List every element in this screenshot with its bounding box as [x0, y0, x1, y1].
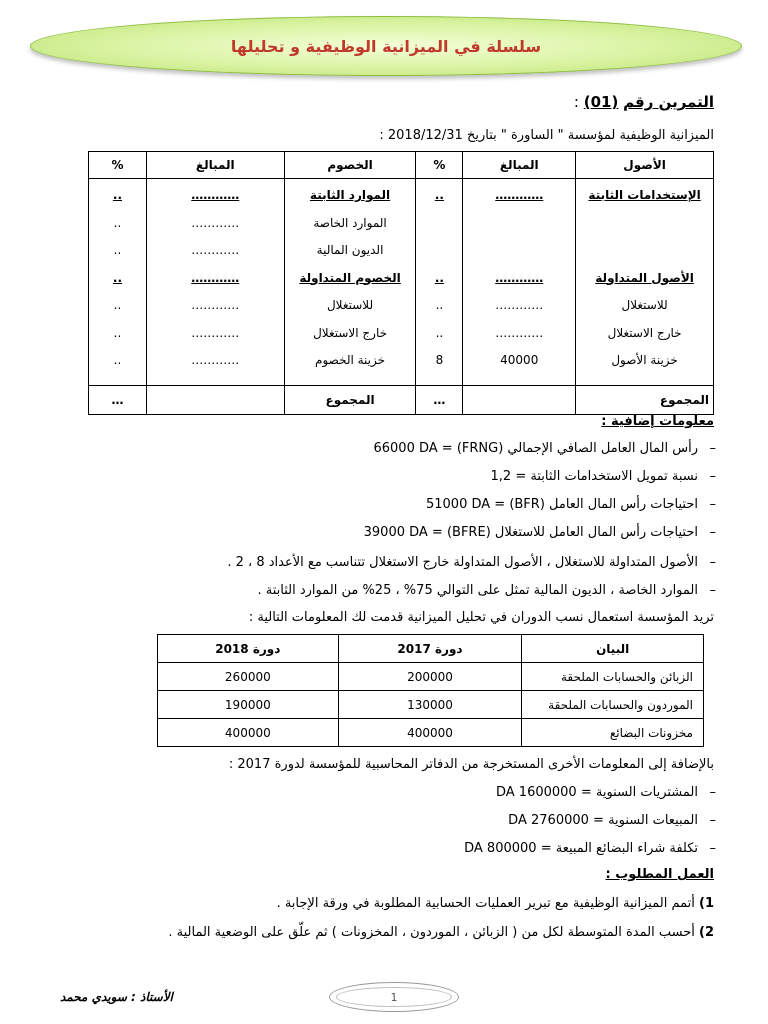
balance-sheet-table: [88, 151, 714, 415]
document-title: سلسلة في الميزانية الوظيفية و تحليلها: [230, 36, 542, 56]
info-item: – احتياجات رأس المال العامل (BFR) = 51000 DA: [426, 497, 698, 512]
extra-item: – المشتريات السنوية = 1600000 DA: [496, 785, 698, 800]
table-row: [158, 719, 704, 747]
title-banner: [30, 16, 742, 76]
table-row: [158, 663, 704, 691]
asset-amount: …………: [495, 298, 544, 312]
header-pct: %: [89, 152, 147, 179]
liability-pct: ..: [113, 215, 122, 230]
asset-label: [580, 237, 709, 265]
liabilities-amounts: [146, 179, 284, 386]
asset-pct: ..: [434, 188, 444, 202]
asset-pct: ..: [435, 298, 444, 312]
asset-label: للاستغلال: [621, 298, 668, 312]
work-item: [168, 925, 714, 940]
table-cell: 130000: [338, 691, 522, 719]
liability-amount: …………: [191, 325, 240, 340]
liability-amount: …………: [191, 270, 240, 285]
liability-amount: …………: [191, 353, 240, 367]
asset-label: الإستخدامات الثابتة: [588, 188, 701, 202]
liability-label: الديون المالية: [316, 243, 384, 257]
exercise-heading: [40, 93, 714, 111]
rotation-header: دورة 2017: [338, 635, 522, 663]
header-liabilities: الخصوم: [284, 152, 416, 179]
assets-labels: [576, 179, 714, 386]
work-item-text: أتمم الميزانية الوظيفية مع تبرير العمليات الحسابية المطلوبة في ورقة الإجابة .: [276, 896, 695, 911]
asset-label: خارج الاستغلال: [607, 325, 682, 340]
rotation-header-row: [158, 635, 704, 663]
liabilities-total-pct: …: [89, 386, 147, 415]
liability-label: الموارد الخاصة: [313, 215, 387, 230]
assets-amounts: [463, 179, 576, 386]
table-cell: 400000: [338, 719, 522, 747]
liability-pct: ..: [113, 325, 122, 340]
balance-header-row: [89, 152, 714, 179]
liabilities-pcts: [89, 179, 147, 386]
asset-amount: [467, 237, 571, 265]
rotation-header: البيان: [522, 635, 704, 663]
header-amount: المبالغ: [463, 152, 576, 179]
liability-label: للاستغلال: [326, 298, 374, 312]
asset-amount: 40000: [500, 353, 539, 367]
table-cell: 400000: [158, 719, 339, 747]
balance-caption: الميزانية الوظيفية لمؤسسة " الساورة " بتاريخ 2018/12/31 :: [379, 128, 714, 143]
asset-label: [580, 210, 709, 238]
assets-total-label: المجموع: [576, 386, 714, 415]
rotation-intro: تريد المؤسسة استعمال نسب الدوران في تحليل الميزانية قدمت لك المعلومات التالية :: [248, 610, 714, 625]
table-cell: 190000: [158, 691, 339, 719]
info-item: – الموارد الخاصة ، الديون المالية تمثل على التوالي 75% ، 25% من الموارد الثابتة .: [257, 583, 698, 598]
exercise-label: التمرين رقم: [623, 93, 714, 111]
asset-pct: ..: [434, 270, 444, 285]
liabilities-labels: [284, 179, 416, 386]
page-number-oval: [329, 982, 459, 1012]
balance-body-row: [89, 179, 714, 386]
liabilities-total-label: المجموع: [284, 386, 416, 415]
extra-item: – المبيعات السنوية = 2760000 DA: [508, 813, 698, 828]
liability-pct: ..: [113, 353, 122, 367]
header-pct: %: [416, 152, 463, 179]
asset-label: الأصول المتداولة: [595, 270, 694, 285]
liabilities-total-amount: [146, 386, 284, 415]
assets-total-pct: …: [416, 386, 463, 415]
exercise-number: (01): [583, 93, 619, 111]
liability-amount: …………: [191, 298, 240, 312]
work-heading: العمل المطلوب :: [605, 867, 714, 882]
liability-pct: ..: [113, 298, 122, 312]
work-item-number: 1): [699, 896, 714, 911]
asset-pct: 8: [435, 353, 444, 367]
info-item: – رأس المال العامل الصافي الإجمالي (FRNG) = 66000 DA: [373, 441, 698, 456]
liability-amount: …………: [191, 188, 240, 202]
asset-amount: …………: [495, 325, 544, 340]
asset-label: خزينة الأصول: [611, 353, 678, 367]
liability-label: خارج الاستغلال: [313, 325, 388, 340]
liability-label: الموارد الثابتة: [309, 188, 391, 202]
asset-pct: [420, 210, 458, 238]
asset-pct: ..: [435, 325, 444, 340]
liability-pct: ..: [112, 188, 123, 202]
additional-info-heading: معلومات إضافية :: [601, 414, 714, 429]
asset-amount: [467, 210, 571, 238]
rotation-header: دورة 2018: [158, 635, 339, 663]
extra-item: – تكلفة شراء البضائع المبيعة = 800000 DA: [464, 841, 698, 856]
page-number: 1: [390, 990, 398, 1004]
work-item-number: 2): [699, 925, 714, 940]
table-cell: الموردون والحسابات الملحقة: [522, 691, 704, 719]
liability-label: خزينة الخصوم: [315, 353, 386, 367]
header-amount: المبالغ: [146, 152, 284, 179]
exercise-colon: :: [573, 93, 579, 111]
extra-intro: بالإضافة إلى المعلومات الأخرى المستخرجة من الدفاتر المحاسبية للمؤسسة لدورة 2017 :: [228, 757, 714, 772]
asset-amount: …………: [495, 188, 544, 202]
liability-amount: …………: [191, 243, 240, 257]
liability-amount: …………: [191, 215, 240, 230]
rotation-table: [157, 634, 704, 747]
work-item-text: أحسب المدة المتوسطة لكل من ( الزبائن ، الموردون ، المخزونات ) ثم علّق على الوضعية المالية .: [168, 925, 695, 940]
table-cell: الزبائن والحسابات الملحقة: [522, 663, 704, 691]
work-item: [277, 896, 714, 911]
assets-total-amount: [463, 386, 576, 415]
asset-amount: …………: [495, 270, 544, 285]
liability-pct: ..: [113, 243, 122, 257]
table-cell: مخزونات البضائع: [522, 719, 704, 747]
table-cell: 260000: [158, 663, 339, 691]
info-item: – الأصول المتداولة للاستغلال ، الأصول المتداولة خارج الاستغلال تتناسب مع الأعداد 8 ، 2 .: [227, 555, 698, 570]
assets-pcts: [416, 179, 463, 386]
liability-pct: ..: [112, 270, 123, 285]
asset-pct: [420, 237, 458, 265]
balance-total-row: [89, 386, 714, 415]
liability-label: الخصوم المتداولة: [299, 270, 401, 285]
info-item: – نسبة تمويل الاستخدامات الثابتة = 1,2: [491, 469, 698, 484]
table-row: [158, 691, 704, 719]
info-item: – احتياجات رأس المال العامل للاستغلال (BFRE) = 39000 DA: [364, 525, 698, 540]
teacher-signature: الأستاذ : سويدي محمد: [60, 990, 173, 1004]
header-assets: الأصول: [576, 152, 714, 179]
table-cell: 200000: [338, 663, 522, 691]
